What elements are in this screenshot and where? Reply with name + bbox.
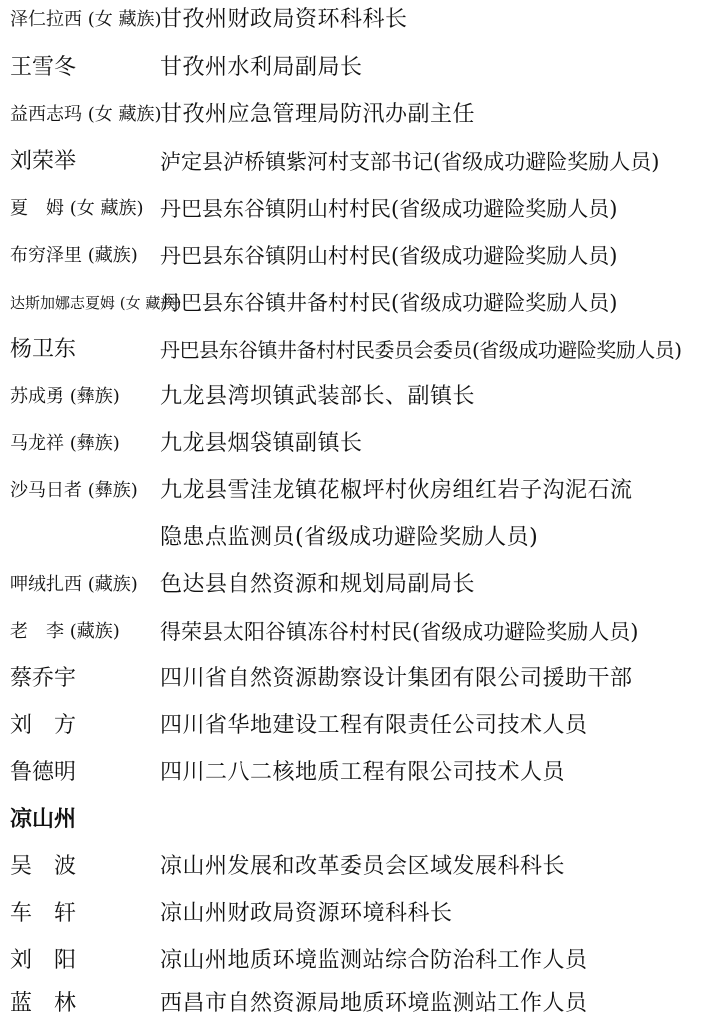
person-title: 凉山州地质环境监测站综合防治科工作人员 xyxy=(160,948,588,973)
person-name: 王雪冬 xyxy=(10,55,77,80)
section-heading: 凉山州 xyxy=(10,807,77,832)
person-name: 呷绒扎西 (藏族) xyxy=(10,574,138,595)
list-item xyxy=(0,330,726,370)
person-name: 夏 姆 (女 藏族) xyxy=(10,198,144,219)
list-item xyxy=(0,753,726,793)
list-item xyxy=(0,612,726,652)
list-item xyxy=(0,941,726,981)
person-name: 刘 方 xyxy=(10,713,77,738)
list-item xyxy=(0,894,726,934)
person-name: 杨卫东 xyxy=(10,337,77,362)
list-item xyxy=(0,189,726,229)
list-item xyxy=(0,377,726,417)
person-title: 四川省自然资源勘察设计集团有限公司援助干部 xyxy=(160,666,633,691)
person-title: 丹巴县东谷镇井备村村民委员会委员(省级成功避险奖励人员) xyxy=(160,338,682,362)
person-title: 甘孜州水利局副局长 xyxy=(160,55,363,80)
list-item xyxy=(0,847,726,887)
list-item xyxy=(0,659,726,699)
person-name: 蓝 林 xyxy=(10,991,77,1016)
list-item xyxy=(0,48,726,88)
person-name: 泽仁拉西 (女 藏族) xyxy=(10,9,162,30)
person-title: 色达县自然资源和规划局副局长 xyxy=(160,572,476,597)
person-title: 丹巴县东谷镇阴山村村民(省级成功避险奖励人员) xyxy=(160,197,618,221)
list-item xyxy=(0,984,726,1024)
person-title-continuation: 隐患点监测员(省级成功避险奖励人员) xyxy=(160,525,539,550)
person-title: 丹巴县东谷镇井备村村民(省级成功避险奖励人员) xyxy=(160,291,618,315)
list-item xyxy=(0,706,726,746)
person-title: 凉山州财政局资源环境科科长 xyxy=(160,901,453,926)
person-title: 凉山州发展和改革委员会区域发展科科长 xyxy=(160,854,566,879)
person-name: 吴 波 xyxy=(10,854,77,879)
person-title: 九龙县雪洼龙镇花椒坪村伙房组红岩子沟泥石流 xyxy=(160,478,633,503)
person-name: 益西志玛 (女 藏族) xyxy=(10,104,162,125)
person-name: 沙马日者 (彝族) xyxy=(10,480,138,501)
person-name: 布穷泽里 (藏族) xyxy=(10,245,138,266)
person-title: 泸定县泸桥镇紫河村支部书记(省级成功避险奖励人员) xyxy=(160,150,660,174)
person-name: 老 李 (藏族) xyxy=(10,621,120,642)
person-title: 四川省华地建设工程有限责任公司技术人员 xyxy=(160,713,588,738)
person-name: 马龙祥 (彝族) xyxy=(10,433,120,454)
person-title: 四川二八二核地质工程有限公司技术人员 xyxy=(160,760,566,785)
person-name: 鲁德明 xyxy=(10,760,77,785)
person-title: 甘孜州财政局资环科科长 xyxy=(160,7,408,32)
list-item xyxy=(0,283,726,323)
person-title: 西昌市自然资源局地质环境监测站工作人员 xyxy=(160,991,588,1016)
person-title: 得荣县太阳谷镇冻谷村村民(省级成功避险奖励人员) xyxy=(160,620,639,644)
list-item xyxy=(0,424,726,464)
person-name: 刘 阳 xyxy=(10,948,77,973)
person-name: 刘荣举 xyxy=(10,149,77,174)
person-title: 甘孜州应急管理局防汛办副主任 xyxy=(160,102,476,127)
list-item xyxy=(0,236,726,276)
person-name: 苏成勇 (彝族) xyxy=(10,386,120,407)
list-item xyxy=(0,0,726,40)
person-title: 九龙县烟袋镇副镇长 xyxy=(160,431,363,456)
list-item xyxy=(0,471,726,511)
person-name: 车 轩 xyxy=(10,901,77,926)
list-item xyxy=(0,565,726,605)
list-item xyxy=(0,95,726,135)
person-title: 九龙县湾坝镇武装部长、副镇长 xyxy=(160,384,476,409)
person-name: 蔡乔宇 xyxy=(10,666,77,691)
list-item xyxy=(0,142,726,182)
person-name: 达斯加娜志夏姆 (女 藏族) xyxy=(10,294,182,312)
person-title: 丹巴县东谷镇阴山村村民(省级成功避险奖励人员) xyxy=(160,244,618,268)
